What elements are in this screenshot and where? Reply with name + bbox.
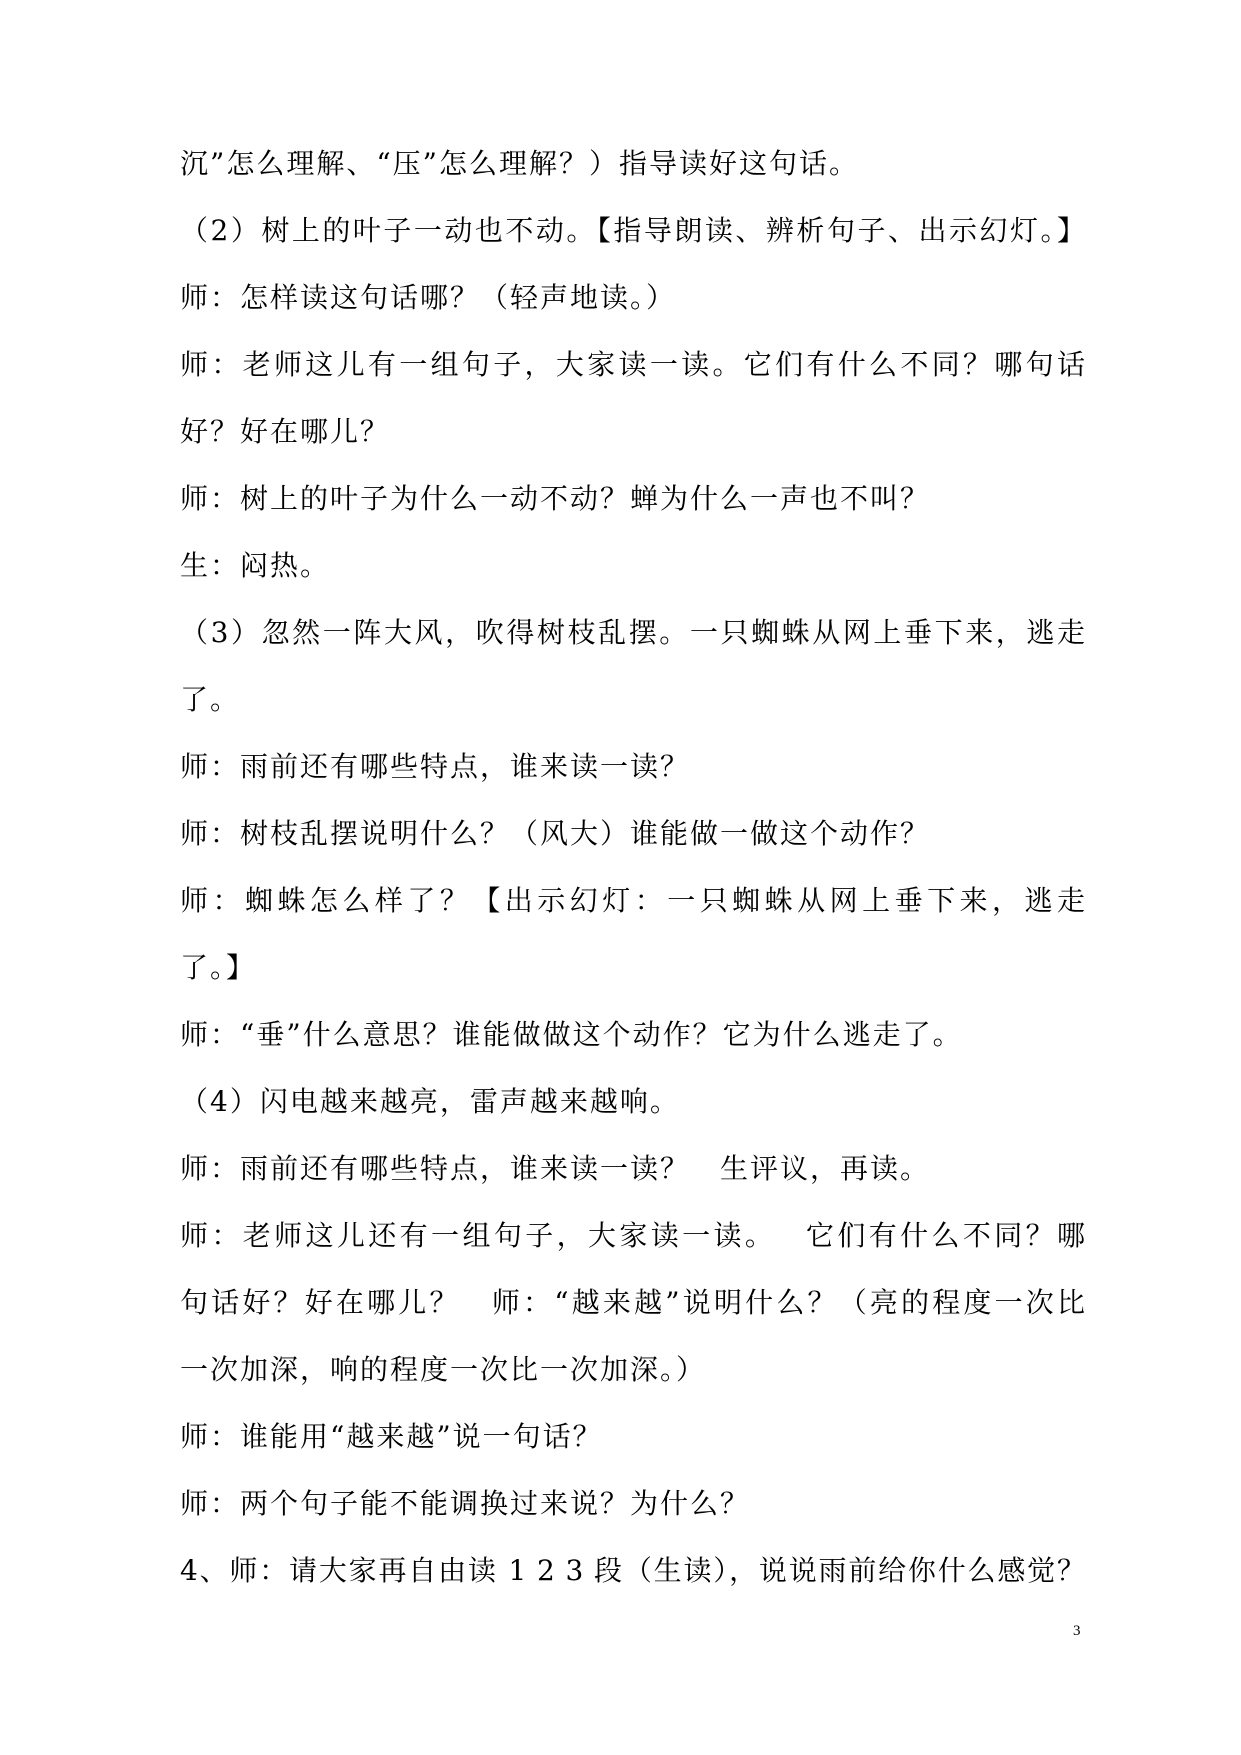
text-line: 沉”怎么理解、“压”怎么理解？）指导读好这句话。: [180, 147, 859, 180]
text-line: 生：闷热。: [180, 549, 331, 582]
text-line: （3）忽然一阵大风，吹得树枝乱摆。一只蜘蛛从网上垂下来，逃走: [180, 616, 1085, 649]
text-line: 好？好在哪儿？: [180, 415, 391, 448]
text-line: （2）树上的叶子一动也不动。【指导朗读、辨析句子、出示幻灯。】: [180, 214, 1085, 247]
text-line: 师：“垂”什么意思？谁能做做这个动作？它为什么逃走了。: [180, 1018, 963, 1051]
text-line: 师：树枝乱摆说明什么？（风大）谁能做一做这个动作？: [180, 817, 931, 850]
text-line: 4、师：请大家再自由读 1 2 3 段（生读），说说雨前给你什么感觉？: [180, 1554, 1085, 1587]
text-line: 师：两个句子能不能调换过来说？为什么？: [180, 1487, 751, 1520]
text-line: 师：树上的叶子为什么一动不动？蝉为什么一声也不叫？: [180, 482, 931, 515]
text-body: [180, 147, 1085, 1624]
page-number: 3: [1073, 1623, 1081, 1639]
text-line: 句话好？好在哪儿？ 师：“越来越”说明什么？（亮的程度一次比: [180, 1286, 1085, 1319]
text-line: 了。】: [180, 951, 257, 984]
text-line: 师：雨前还有哪些特点，谁来读一读？: [180, 750, 691, 783]
text-line: 师：老师这儿还有一组句子，大家读一读。 它们有什么不同？哪: [180, 1219, 1085, 1252]
text-line: 师：怎样读这句话哪？（轻声地读。）: [180, 281, 677, 314]
text-line: 师：蜘蛛怎么样了？【出示幻灯：一只蜘蛛从网上垂下来，逃走: [180, 884, 1085, 917]
text-line: 师：雨前还有哪些特点，谁来读一读？ 生评议，再读。: [180, 1152, 931, 1185]
text-line: 一次加深，响的程度一次比一次加深。）: [180, 1353, 707, 1386]
text-line: 了。: [180, 683, 241, 716]
text-line: （4）闪电越来越亮，雷声越来越响。: [180, 1085, 680, 1118]
text-line: 师：谁能用“越来越”说一句话？: [180, 1420, 603, 1453]
text-line: 师：老师这儿有一组句子，大家读一读。它们有什么不同？哪句话: [180, 348, 1085, 381]
